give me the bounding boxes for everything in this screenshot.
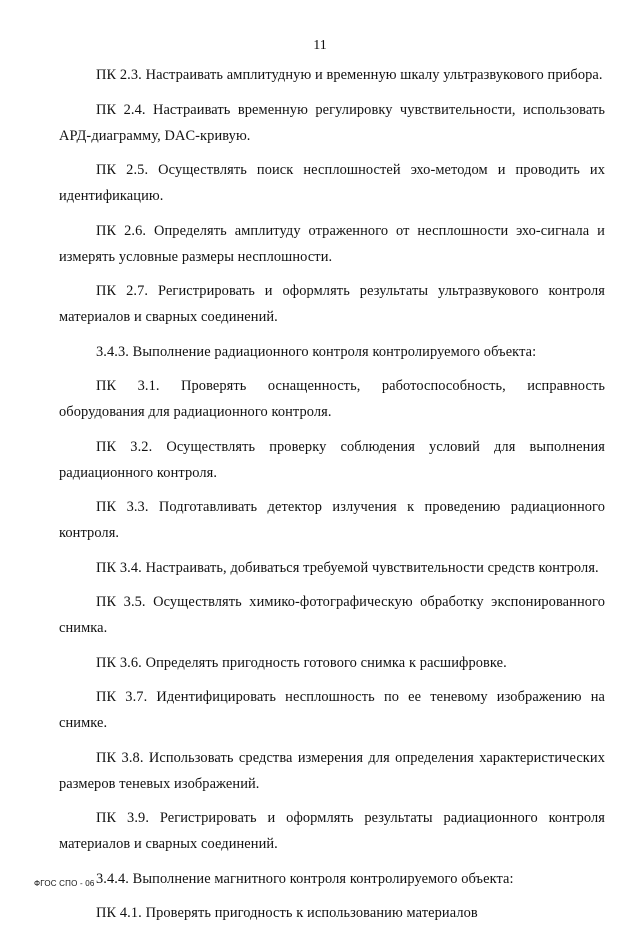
paragraph-pk-4-1: ПК 4.1. Проверять пригодность к использованию материалов (96, 905, 478, 921)
page-number: 11 (313, 38, 327, 53)
footer-label: ФГОС СПО - 06 (34, 879, 95, 888)
paragraph-pk-3-7: ПК 3.7. Идентифицировать несплошность по ее теневому изображению на снимке. (59, 689, 605, 731)
paragraph-pk-2-6: ПК 2.6. Определять амплитуду отраженного от несплошности эхо-сигнала и измерять условные размеры несплошности. (59, 222, 605, 265)
paragraph-pk-3-9: ПК 3.9. Регистрировать и оформлять результаты радиационного контроля материалов и сварных соединений. (59, 810, 605, 852)
paragraph-pk-3-6: ПК 3.6. Определять пригодность готового снимка к расшифровке. (96, 654, 507, 671)
paragraph-pk-3-2: ПК 3.2. Осуществлять проверку соблюдения условий для выполнения радиационного контроля. (59, 438, 605, 481)
paragraph-pk-2-7: ПК 2.7. Регистрировать и оформлять результаты ультразвукового контроля материалов и сварных соединений. (59, 283, 605, 325)
paragraph-pk-3-1: ПК 3.1. Проверять оснащенность, работоспособность, исправность оборудования для радиационного контроля. (59, 378, 605, 420)
paragraph-pk-2-5: ПК 2.5. Осуществлять поиск несплошностей эхо-методом и проводить их идентификацию. (59, 162, 605, 204)
paragraph-pk-3-3: ПК 3.3. Подготавливать детектор излучения к проведению радиационного контроля. (59, 499, 605, 541)
paragraph-pk-2-4: ПК 2.4. Настраивать временную регулировку чувствительности, использовать АРД-диаграмму, DAC-кривую. (59, 101, 605, 144)
paragraph-pk-2-3: ПК 2.3. Настраивать амплитудную и временную шкалу ультразвукового прибора. (96, 67, 603, 83)
section-heading-3-4-3: 3.4.3. Выполнение радиационного контроля контролируемого объекта: (96, 343, 537, 360)
paragraph-pk-3-8: ПК 3.8. Использовать средства измерения для определения характеристических размеров теневых изображений. (59, 749, 605, 792)
document-body (59, 62, 605, 935)
section-heading-3-4-4: 3.4.4. Выполнение магнитного контроля контролируемого объекта: (96, 870, 514, 887)
paragraph-pk-3-4: ПК 3.4. Настраивать, добиваться требуемой чувствительности средств контроля. (96, 559, 599, 576)
paragraph-pk-3-5: ПК 3.5. Осуществлять химико-фотографическую обработку экспонированного снимка. (59, 594, 605, 636)
